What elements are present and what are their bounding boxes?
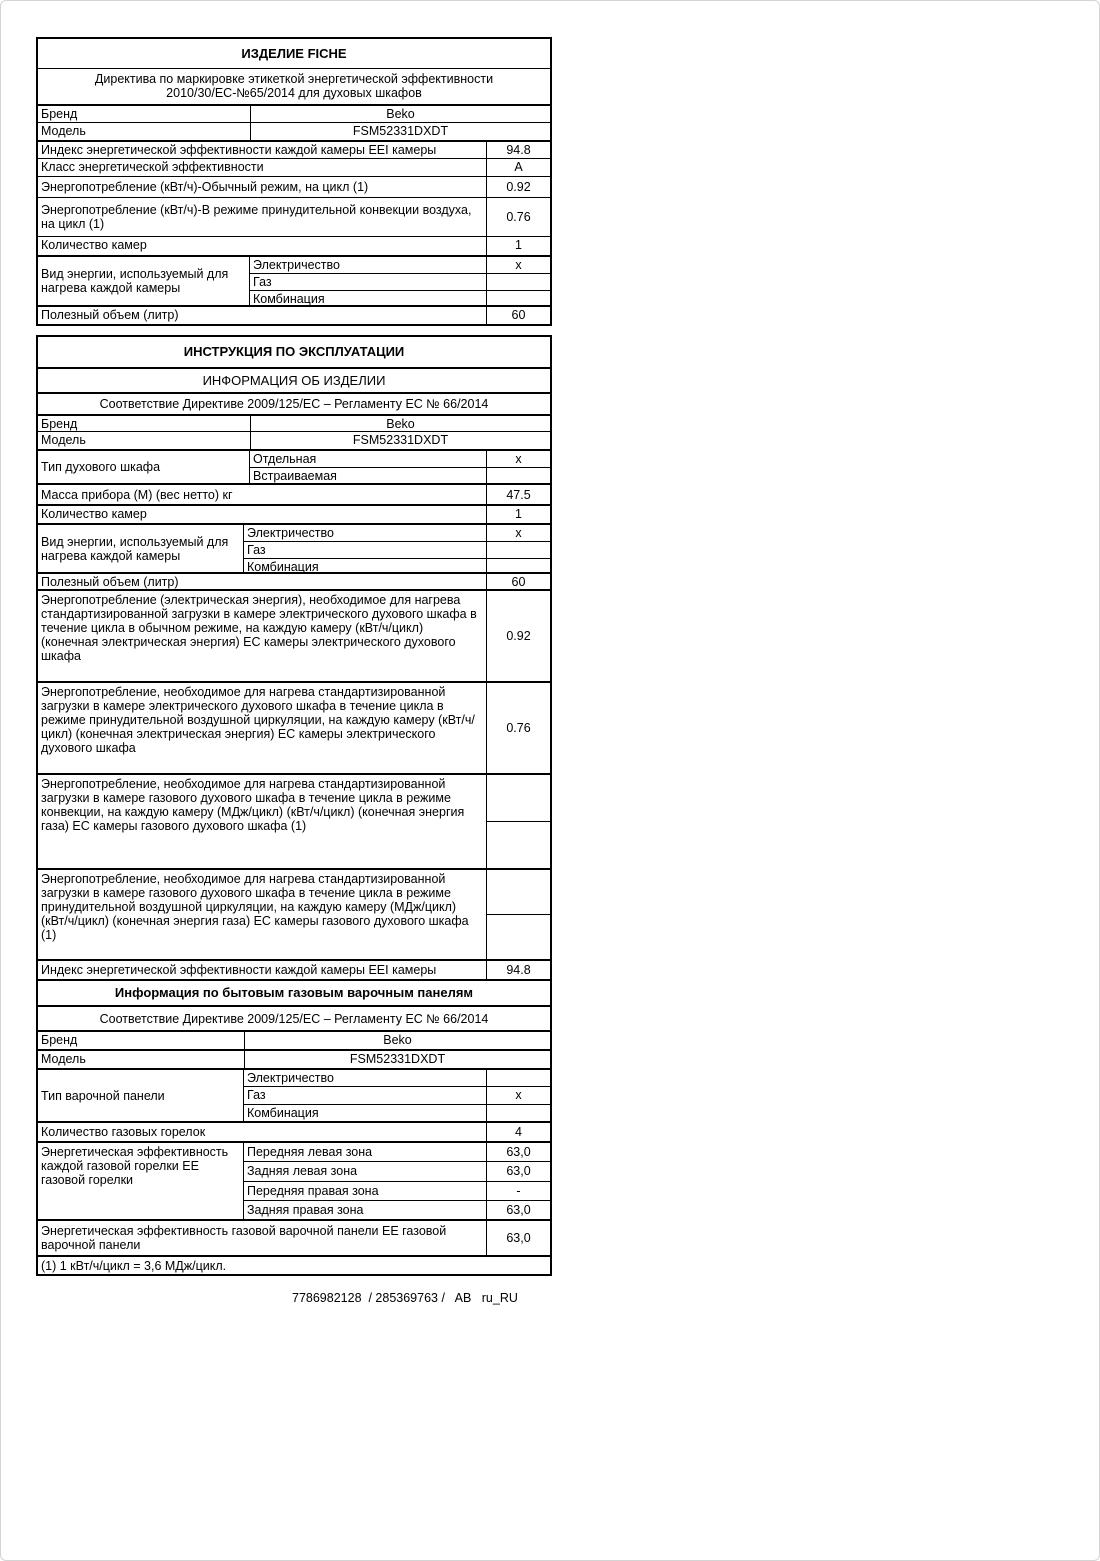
- manual-ec-forced-label: Энергопотребление, необходимое для нагрева стандартизированной загрузки в камере электрического духового шкафа в течение цикла в режиме принудительной воздушной циркуляции, на каждую камеру (кВт/ч/цикл) (конечная электрическая энергия) EC камеры электрического духового шкафа: [41, 685, 475, 755]
- hob-type-value: [486, 1070, 550, 1086]
- value-cell-empty: [487, 915, 550, 959]
- fiche-cavities-value: 1: [486, 237, 550, 255]
- manual-eei-label: Индекс энергетической эффективности каждой камеры EEI камеры: [41, 963, 437, 977]
- hob-burners-value: 4: [486, 1123, 550, 1141]
- fiche-volume-value: 60: [486, 307, 550, 324]
- fiche-energy-type-value: x: [486, 257, 550, 273]
- fiche-brand-label: Бренд: [41, 107, 78, 121]
- fiche-energy-normal-value: 0.92: [486, 177, 550, 197]
- manual-ec-forced-value: 0.76: [486, 683, 550, 773]
- manual-directive: Соответствие Директиве 2009/125/ЕС – Регламенту ЕС № 66/2014: [99, 397, 489, 411]
- manual-eei-value: 94.8: [486, 961, 550, 979]
- hob-type-list: [243, 1070, 550, 1121]
- fiche-energy-type-label: Вид энергии, используемый для нагрева каждой камеры: [41, 267, 229, 295]
- hob-type-name: Газ: [247, 1088, 266, 1103]
- hob-title: Информация по бытовым газовым варочным панелям: [114, 985, 474, 1000]
- fiche-model-value: FSM52331DXDT: [250, 123, 550, 140]
- fiche-energy-type-list: [249, 257, 550, 305]
- manual-ec-conventional-label: Энергопотребление (электрическая энергия), необходимое для нагрева стандартизированной загрузки в камере электрического духового шкафа в течение цикла в обычном режиме, на каждую камеру (кВт/ч/цикл) (конечная электрическая энергия) EC камеры электрического духового шкафа: [41, 593, 477, 663]
- manual-energy-type-value: [486, 542, 550, 558]
- hob-type-value: [486, 1105, 550, 1121]
- fiche-directive: [38, 69, 550, 104]
- hob-model-label: Модель: [41, 1052, 86, 1066]
- value-cell-empty: [487, 870, 550, 914]
- manual-subtitle: ИНФОРМАЦИЯ ОБ ИЗДЕЛИИ: [202, 372, 386, 388]
- manual-brand-value: Beko: [250, 416, 550, 431]
- fiche-directive-line1: Директива по маркировке этикеткой энергетической эффективности: [94, 72, 494, 86]
- hob-eff-value: 63,0: [486, 1221, 550, 1255]
- manual-cavities-label: Количество камер: [41, 507, 147, 521]
- document-code: 7786982128 / 285369763 / AB ru_RU: [292, 1291, 518, 1305]
- manual-oven-type-value: x: [486, 451, 550, 467]
- manual-energy-type-name: Электричество: [247, 526, 334, 540]
- manual-model-label: Модель: [41, 433, 86, 447]
- fiche-energy-type-value: [486, 291, 550, 307]
- manual-model-value: FSM52331DXDT: [250, 432, 550, 449]
- fiche-volume-label: Полезный объем (литр): [41, 308, 179, 322]
- fiche-table: [36, 37, 552, 326]
- manual-brand-label: Бренд: [41, 417, 78, 431]
- hob-burner-value: 63,0: [486, 1143, 550, 1161]
- manual-cavities-value: 1: [486, 506, 550, 523]
- manual-energy-type-name: Газ: [247, 543, 266, 557]
- fiche-energy-forced-label: Энергопотребление (кВт/ч)-В режиме принудительной конвекции воздуха, на цикл (1): [41, 203, 472, 231]
- hob-type-name: Электричество: [247, 1071, 334, 1085]
- hob-burner-value: -: [486, 1182, 550, 1200]
- hob-burner-eff-label: Энергетическая эффективность каждой газовой горелки EE газовой горелки: [41, 1145, 229, 1187]
- manual-title: ИНСТРУКЦИЯ ПО ЭКСПЛУАТАЦИИ: [183, 344, 405, 359]
- manual-volume-value: 60: [486, 574, 550, 589]
- hob-burners-label: Количество газовых горелок: [41, 1125, 206, 1139]
- fiche-brand-value: Beko: [250, 106, 550, 122]
- hob-model-value: FSM52331DXDT: [244, 1051, 550, 1068]
- manual-table: [36, 335, 552, 1276]
- manual-oven-type-value: [486, 468, 550, 484]
- manual-energy-type-value: x: [486, 525, 550, 541]
- fiche-eei-label: Индекс энергетической эффективности каждой камеры EEI камеры: [41, 143, 437, 157]
- fiche-eei-value: 94.8: [486, 142, 550, 158]
- manual-oven-type-list: [249, 451, 550, 483]
- hob-burner-name: Задняя левая зона: [247, 1164, 358, 1179]
- manual-gas-conventional-values: [486, 775, 550, 868]
- hob-type-value: x: [486, 1087, 550, 1103]
- value-cell-empty: [487, 822, 550, 868]
- hob-type-label: Тип варочной панели: [41, 1088, 165, 1103]
- hob-eff-label: Энергетическая эффективность газовой варочной панели EE газовой варочной панели: [41, 1224, 447, 1252]
- manual-gas-forced-values: [486, 870, 550, 959]
- hob-burner-value: 63,0: [486, 1201, 550, 1219]
- hob-brand-value: Beko: [244, 1032, 550, 1049]
- manual-gas-forced-label: Энергопотребление, необходимое для нагрева стандартизированной загрузки в камере газового духового шкафа в течение цикла в режиме принудительной воздушной циркуляции, на каждую камеру (МДж/цикл) (кВт/ч/цикл) (конечная энергия газа) EC камеры газового духового шкафа (1): [41, 872, 469, 942]
- manual-oven-type-name: Встраиваемая: [253, 469, 337, 483]
- fiche-energy-forced-value: 0.76: [486, 198, 550, 236]
- fiche-energy-type-value: [486, 274, 550, 290]
- hob-directive: Соответствие Директиве 2009/125/ЕС – Регламенту ЕС № 66/2014: [99, 1011, 489, 1026]
- manual-volume-label: Полезный объем (литр): [41, 575, 179, 589]
- manual-mass-label: Масса прибора (M) (вес нетто) кг: [41, 487, 233, 502]
- hob-burner-name: Задняя правая зона: [247, 1202, 364, 1217]
- manual-gas-conventional-label: Энергопотребление, необходимое для нагрева стандартизированной загрузки в камере газового духового шкафа в течение цикла в режиме конвекции, на каждую камеру (МДж/цикл) (кВт/ч/цикл) (конечная энергия газа) EC камеры газового духового шкафа (1): [41, 777, 465, 833]
- manual-oven-type-name: Отдельная: [253, 452, 317, 466]
- fiche-energy-type-name: Газ: [253, 275, 272, 289]
- fiche-cavities-label: Количество камер: [41, 238, 147, 252]
- manual-oven-type-label: Тип духового шкафа: [41, 460, 161, 474]
- hob-footnote: (1) 1 кВт/ч/цикл = 3,6 МДж/цикл.: [41, 1258, 227, 1273]
- manual-mass-value: 47.5: [486, 485, 550, 504]
- fiche-model-label: Модель: [41, 124, 86, 138]
- hob-type-name: Комбинация: [247, 1105, 319, 1120]
- hob-brand-label: Бренд: [41, 1033, 78, 1047]
- hob-burner-list: [243, 1143, 550, 1219]
- manual-energy-type-name: Комбинация: [247, 560, 319, 574]
- fiche-energy-type-name: Электричество: [253, 258, 340, 272]
- fiche-class-value: A: [486, 159, 550, 176]
- hob-burner-value: 63,0: [486, 1162, 550, 1180]
- hob-burner-name: Передняя левая зона: [247, 1145, 373, 1160]
- fiche-energy-type-name: Комбинация: [253, 292, 325, 306]
- manual-ec-conventional-value: 0.92: [486, 591, 550, 681]
- hob-burner-name: Передняя правая зона: [247, 1183, 379, 1198]
- manual-energy-type-label: Вид энергии, используемый для нагрева каждой камеры: [41, 534, 229, 563]
- fiche-title: ИЗДЕЛИЕ FICHE: [241, 45, 347, 61]
- fiche-energy-normal-label: Энергопотребление (кВт/ч)-Обычный режим, на цикл (1): [41, 180, 369, 194]
- fiche-directive-line2: 2010/30/ЕС-№65/2014 для духовых шкафов: [166, 86, 422, 100]
- value-cell-empty: [487, 775, 550, 821]
- fiche-class-label: Класс энергетической эффективности: [41, 160, 264, 174]
- manual-energy-type-list: [243, 525, 550, 572]
- manual-energy-type-value: [486, 559, 550, 575]
